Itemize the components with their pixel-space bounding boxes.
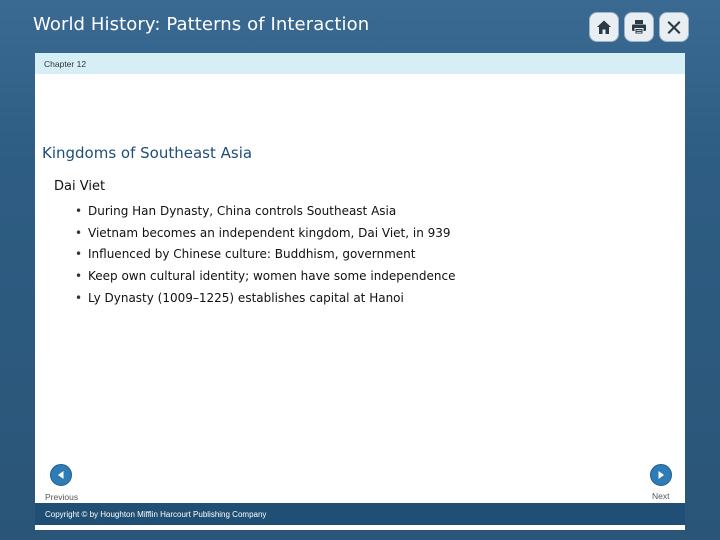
bullet-marker: • — [75, 290, 83, 305]
bullet-marker: • — [75, 269, 83, 284]
bullet-marker: • — [75, 204, 83, 218]
toolbar — [589, 12, 689, 42]
bullet-list — [75, 201, 456, 309]
bullet-text: Ly Dynasty (1009–1225) establishes capital at Hanoi — [88, 290, 404, 305]
slide-panel — [35, 53, 685, 530]
bullet-text: Influenced by Chinese culture: Buddhism, government — [88, 247, 416, 262]
bullet-item — [75, 288, 456, 310]
app-title: World History: Patterns of Interaction — [33, 14, 370, 35]
bullet-item — [75, 201, 456, 223]
bullet-marker: • — [75, 225, 83, 240]
slide-heading: Kingdoms of Southeast Asia — [42, 144, 253, 162]
arrow-right-icon — [656, 470, 666, 480]
bullet-item — [75, 223, 456, 245]
arrow-left-icon — [56, 470, 66, 480]
footer-bar — [35, 503, 685, 525]
next-label[interactable]: Next — [652, 491, 670, 501]
close-button[interactable] — [659, 12, 689, 42]
bullet-item — [75, 266, 456, 288]
slide-subheading: Dai Viet — [54, 179, 106, 194]
previous-label[interactable]: Previous — [45, 492, 79, 502]
bullet-text: Keep own cultural identity; women have some independence — [88, 269, 456, 284]
previous-button[interactable] — [50, 464, 72, 486]
home-button[interactable] — [589, 12, 619, 42]
bullet-text: During Han Dynasty, China controls Southeast Asia — [88, 204, 397, 218]
bullet-text: Vietnam becomes an independent kingdom, Dai Viet, in 939 — [88, 225, 451, 240]
chapter-label: Chapter 12 — [44, 59, 87, 69]
close-icon — [665, 18, 683, 36]
next-button[interactable] — [650, 464, 672, 486]
home-icon — [595, 18, 613, 36]
chapter-bar — [35, 53, 685, 74]
bullet-marker: • — [75, 247, 83, 262]
copyright-text: Copyright © by Houghton Mifflin Harcourt Publishing Company — [45, 510, 267, 519]
print-button[interactable] — [624, 12, 654, 42]
printer-icon — [630, 18, 648, 36]
bullet-item — [75, 244, 456, 266]
